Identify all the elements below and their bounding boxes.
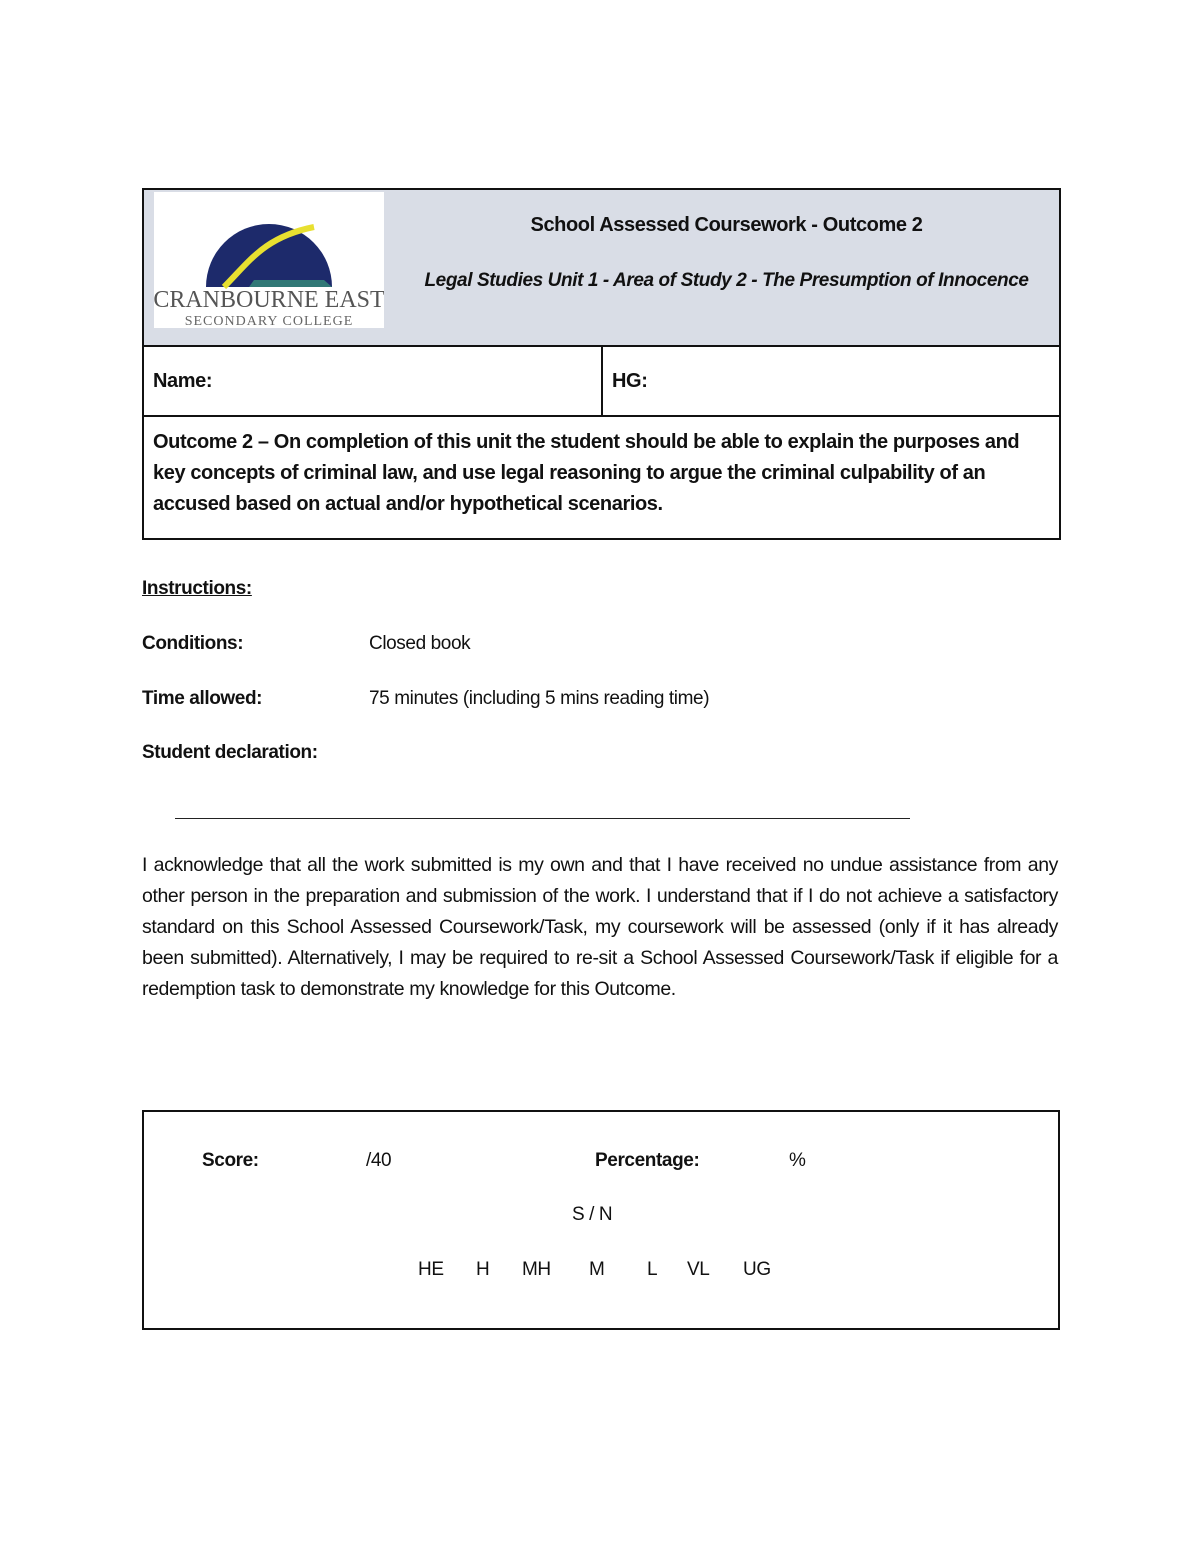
name-label: Name:: [153, 369, 213, 392]
grade-l: L: [647, 1259, 658, 1280]
svg-text:CRANBOURNE EAST: CRANBOURNE EAST: [154, 287, 384, 313]
signature-line[interactable]: [175, 818, 910, 819]
satisfactory-indicator: S / N: [572, 1204, 613, 1225]
hg-label: HG:: [612, 369, 648, 392]
declaration-text: I acknowledge that all the work submitted is my own and that I have received no undue assistance from any other person in the preparation and submission of the work. I understand that if I do not achieve a satisfactory standard on this School Assessed Coursework/Task, my coursework will be assessed (only if it has already been submitted). Alternatively, I may be required to re-sit a School Assessed Coursework/Task if eligible for a redemption task to demonstrate my knowledge for this Outcome.: [142, 854, 1058, 1000]
conditions-value: Closed book: [369, 633, 471, 654]
document-subtitle: Legal Studies Unit 1 - Area of Study 2 - The Presumption of Innocence: [424, 270, 1029, 291]
score-label: Score:: [202, 1150, 259, 1171]
declaration-label: Student declaration:: [142, 742, 318, 763]
conditions-label: Conditions:: [142, 633, 244, 654]
results-box: [142, 1110, 1060, 1330]
outcome-statement: Outcome 2 – On completion of this unit the student should be able to explain the purposes and key concepts of criminal law, and use legal reasoning to argue the criminal culpability of an accused based on actual and/or hypothetical scenarios.: [143, 416, 1060, 539]
percentage-label: Percentage:: [595, 1150, 700, 1171]
name-field[interactable]: [143, 346, 602, 416]
grade-mh: MH: [522, 1259, 551, 1280]
grade-h: H: [476, 1259, 490, 1280]
grade-m: M: [589, 1259, 605, 1280]
grade-ug: UG: [743, 1259, 771, 1280]
time-allowed-label: Time allowed:: [142, 688, 263, 709]
grade-he: HE: [418, 1259, 444, 1280]
header-table: [142, 188, 1061, 540]
hg-field[interactable]: [602, 346, 1060, 416]
time-allowed-value: 75 minutes (including 5 mins reading time): [369, 688, 710, 709]
school-logo: [154, 192, 384, 328]
title-cell: [143, 189, 1060, 346]
score-total: /40: [366, 1150, 392, 1171]
svg-text:SECONDARY COLLEGE: SECONDARY COLLEGE: [184, 314, 354, 328]
instructions-heading: Instructions:: [142, 578, 252, 599]
percent-sign: %: [789, 1150, 806, 1171]
document-title: School Assessed Coursework - Outcome 2: [530, 214, 923, 236]
grade-vl: VL: [687, 1259, 710, 1280]
